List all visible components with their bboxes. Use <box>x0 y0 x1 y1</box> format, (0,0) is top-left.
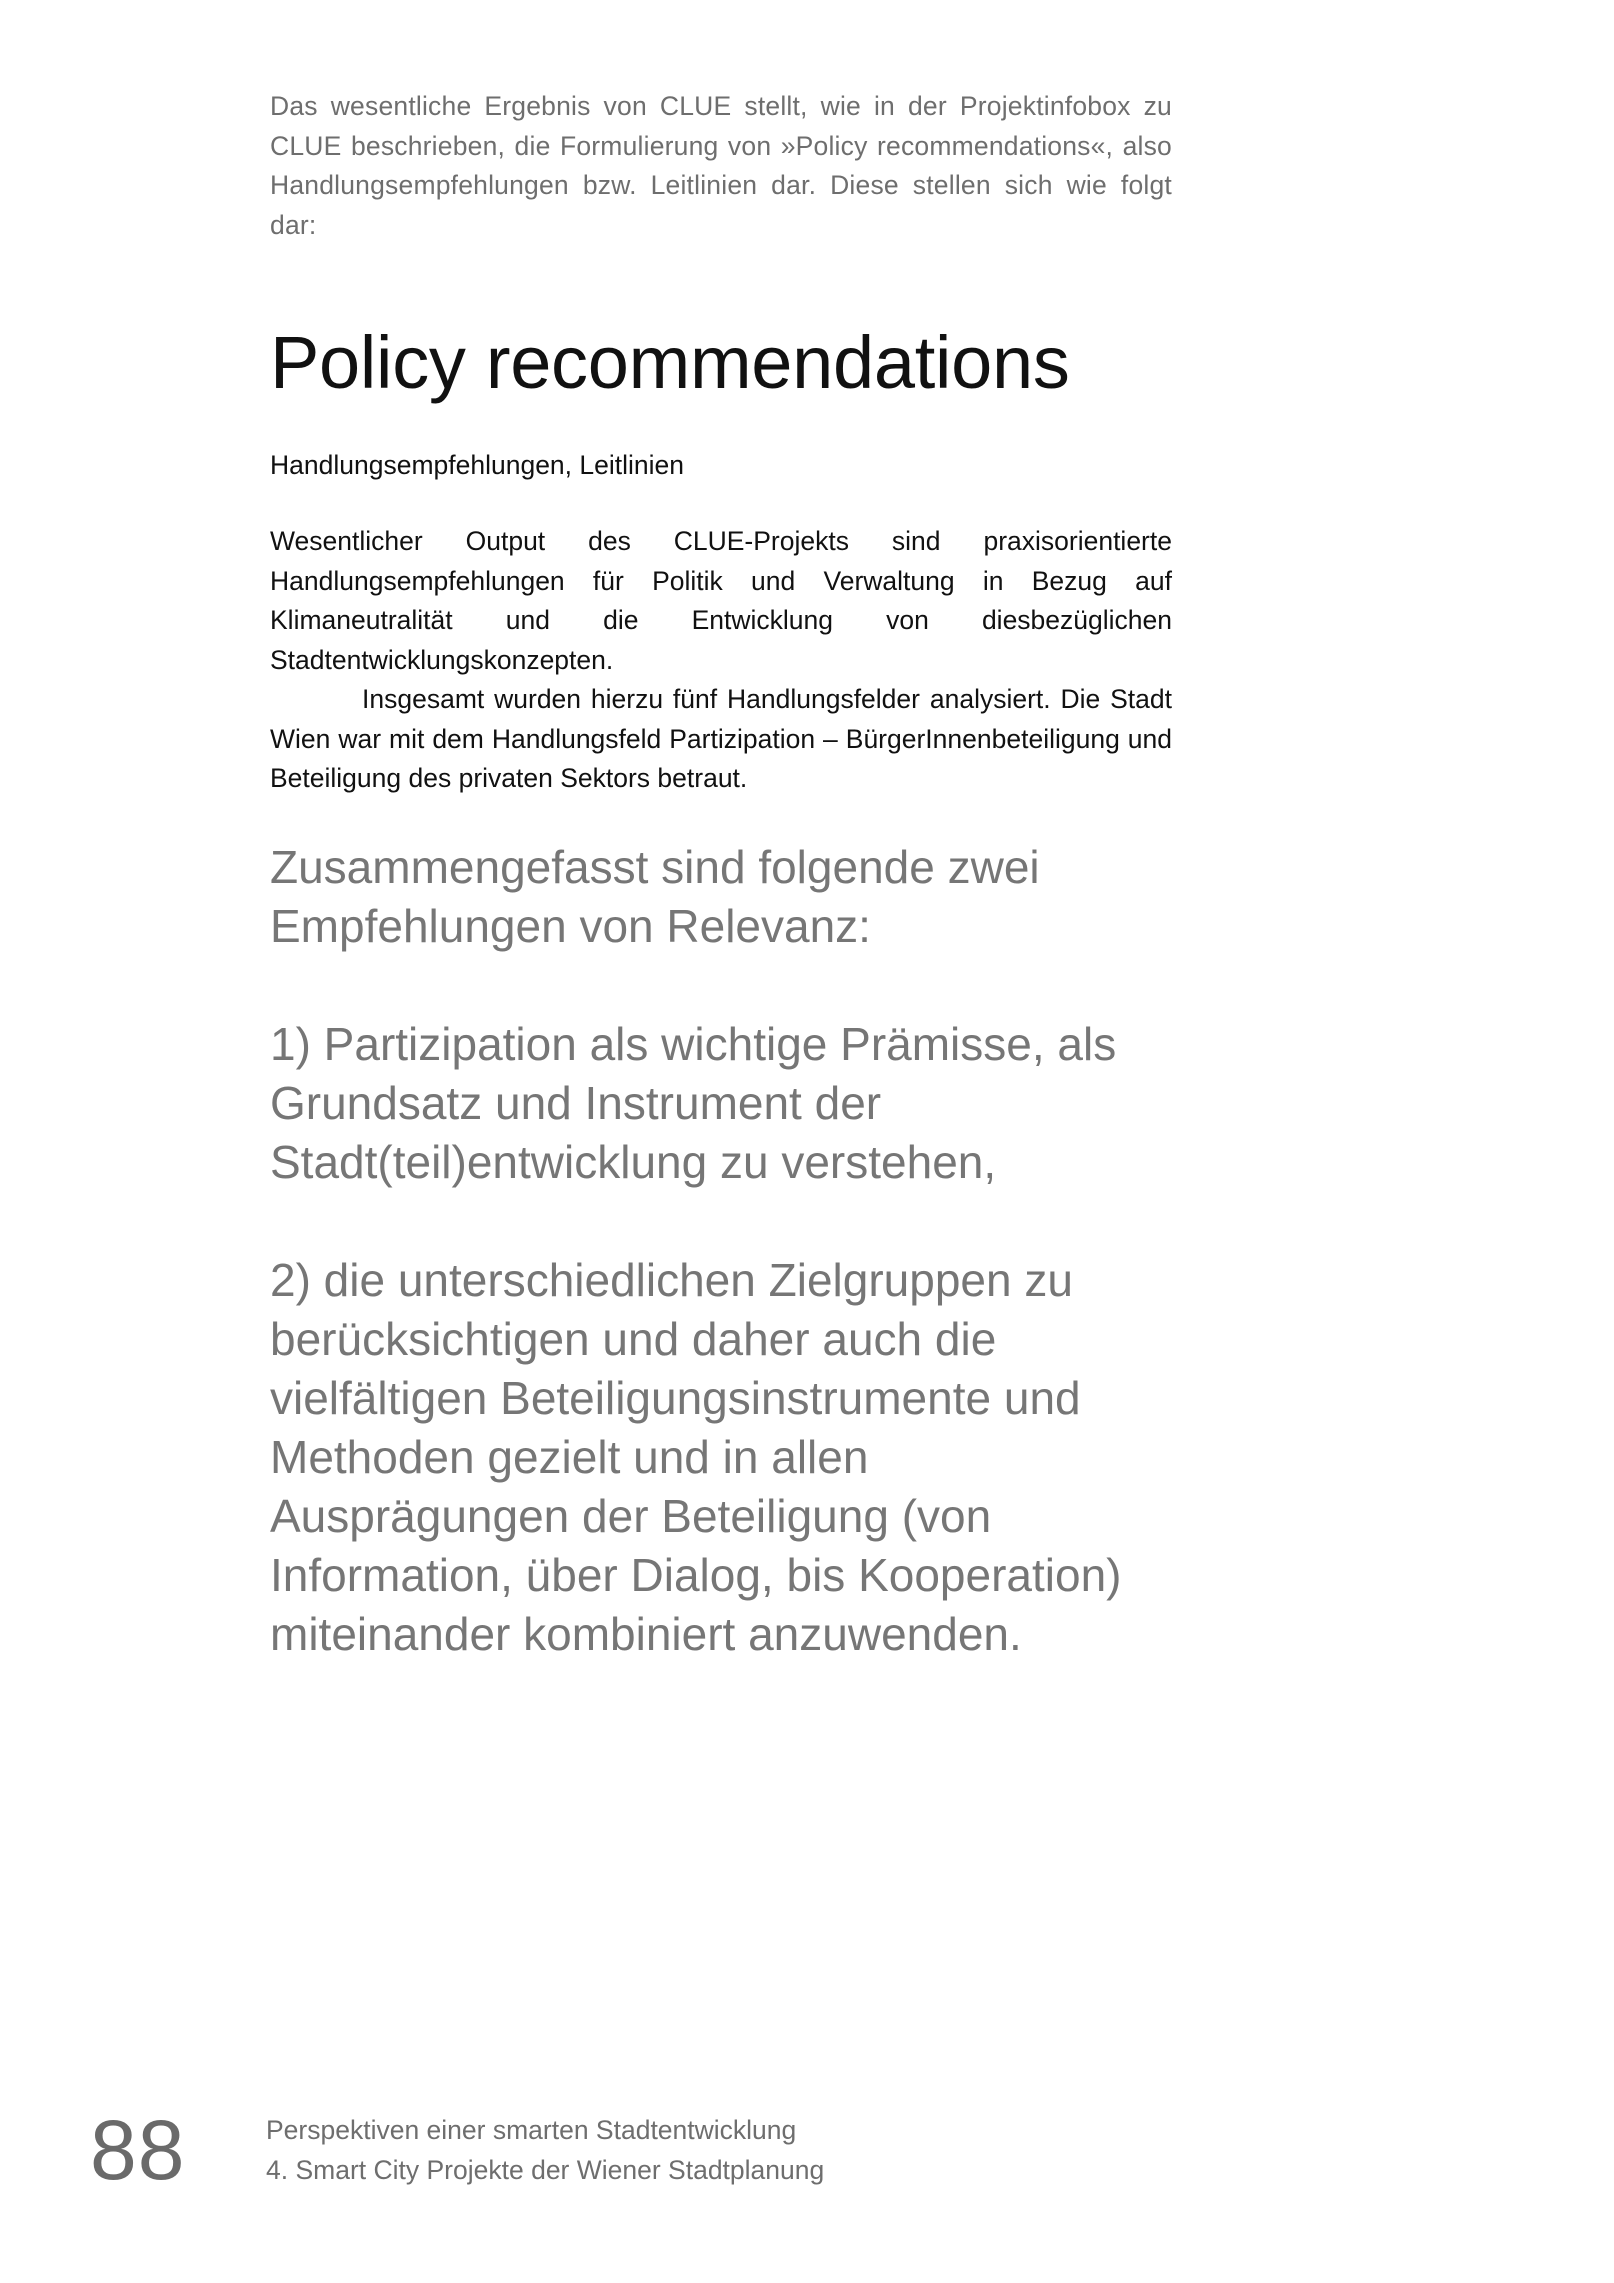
intro-paragraph: Das wesentliche Ergebnis von CLUE stellt, wie in der Projektinfobox zu CLUE beschrieben, die Formulierung von »Policy recommendations«, also Handlungsempfehlungen bzw. Leitlinien dar. Diese stellen sich wie folgt dar: <box>270 91 1172 240</box>
footer-chapter: 4. Smart City Projekte der Wiener Stadtplanung <box>266 2155 825 2185</box>
footer-publication-title: Perspektiven einer smarten Stadtentwicklung <box>266 2115 797 2145</box>
page-number: 88 <box>90 2103 186 2197</box>
footer <box>266 2110 824 2190</box>
recommendation-1: 1) Partizipation als wichtige Prämisse, als Grundsatz und Instrument der Stadt(teil)entwicklung zu verstehen, <box>270 1018 1117 1188</box>
page-title: Policy recommendations <box>270 321 1070 404</box>
recommendation-2: 2) die unterschiedlichen Zielgruppen zu berücksichtigen und daher auch die vielfältigen Beteiligungsinstrumente und Methoden gezielt und in allen Ausprägungen der Beteiligung (von Information, über Dialog, bis Kooperation) miteinander kombiniert anzuwenden. <box>270 1254 1122 1660</box>
subtitle: Handlungsempfehlungen, Leitlinien <box>270 450 684 480</box>
body-paragraph-1: Wesentlicher Output des CLUE-Projekts sind praxisorientierte Handlungsempfehlungen für Politik und Verwaltung in Bezug auf Klimaneutralität und die Entwicklung von diesbezüglichen Stadtentwicklungskonzepten. <box>270 526 1172 675</box>
body-paragraph-2: Insgesamt wurden hierzu fünf Handlungsfelder analysiert. Die Stadt Wien war mit dem Handlungsfeld Partizipation – BürgerInnenbeteiligung und Beteiligung des privaten Sektors betraut. <box>270 684 1172 793</box>
body-text <box>270 522 1172 799</box>
recommendations-summary <box>270 838 1172 1664</box>
summary-lead: Zusammengefasst sind folgende zwei Empfehlungen von Relevanz: <box>270 841 1040 952</box>
